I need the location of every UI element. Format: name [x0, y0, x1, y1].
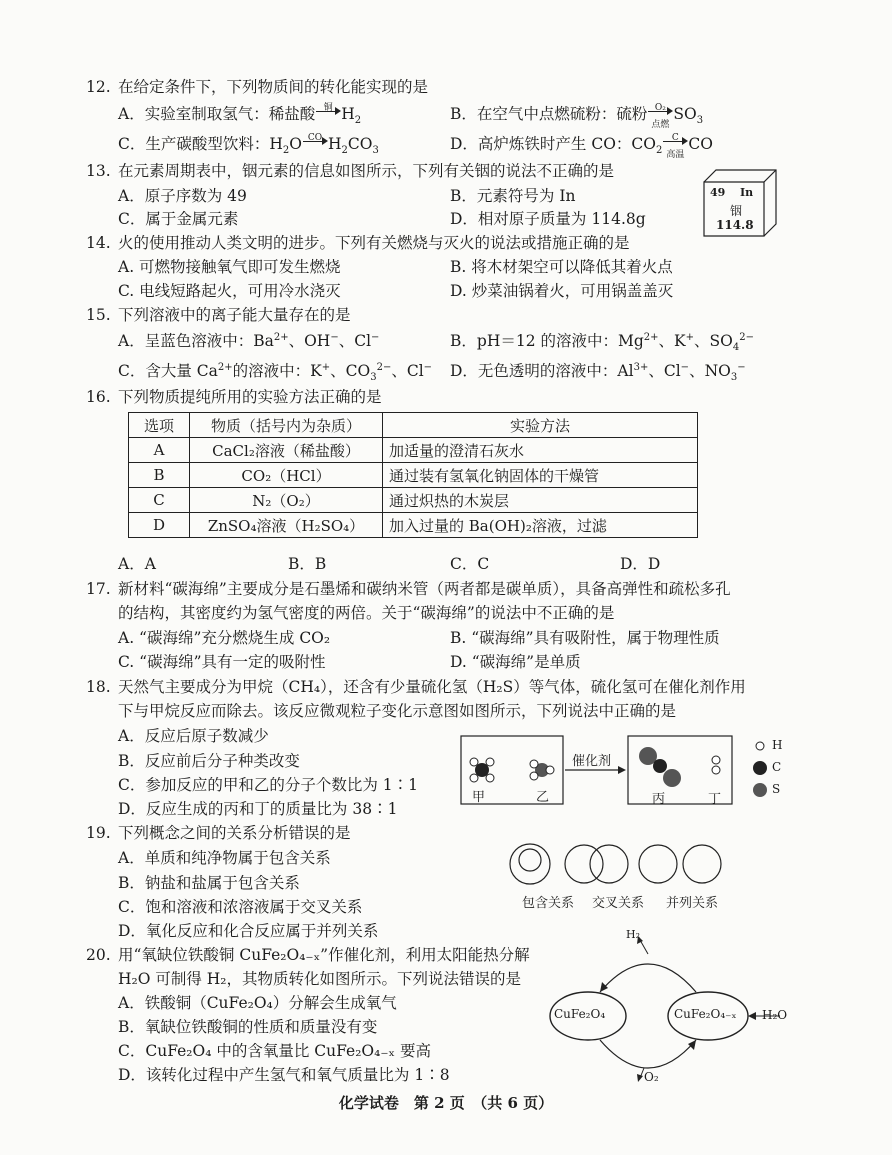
element-mass: 114.8	[716, 218, 754, 232]
question-13-option-d: D．相对原子质量为 114.8g	[450, 210, 646, 228]
element-symbol: In	[740, 186, 754, 199]
table-cell: B	[129, 463, 190, 488]
question-15-option-d: D．无色透明的溶液中：$Al^{3+}$、Cl−、$NO_3^-$	[450, 361, 746, 384]
question-16-option-d: D．D	[620, 555, 661, 573]
question-13-option-a: A．原子序数为 49	[118, 187, 247, 205]
table-cell: 通过装有氢氧化钠固体的干燥管	[383, 463, 698, 488]
table-cell: ZnSO₄溶液（H₂SO₄）	[190, 513, 383, 538]
question-18-stem: 18. 天然气主要成分为甲烷（CH₄），还含有少量硫化氢（H₂S）等气体，硫化氢可在催化剂作用	[86, 678, 746, 696]
question-14-option-a: A. 可燃物接触氧气即可发生燃烧	[118, 258, 341, 276]
question-14-stem: 14. 火的使用推动人类文明的进步。下列有关燃烧与灭火的说法或措施正确的是	[86, 234, 630, 252]
table-cell: 加入过量的 Ba(OH)₂溶液，过滤	[383, 513, 698, 538]
question-16-option-c: C．C	[450, 555, 490, 573]
table-header: 物质（括号内为杂质）	[190, 413, 383, 438]
question-18-option-c: C．参加反应的甲和乙的分子个数比为 1∶1	[118, 776, 419, 794]
question-18-option-b: B．反应前后分子种类改变	[118, 752, 300, 770]
label-h2o: H₂O	[762, 1008, 788, 1022]
table-header-row	[129, 413, 698, 438]
question-18-option-a: A．反应后原子数减少	[118, 727, 269, 745]
table-row	[129, 438, 698, 463]
question-12-option-c: C．生产碳酸型饮料：$H_2O$ CO $H_2CO_3$	[118, 133, 379, 157]
table-cell: 加适量的澄清石灰水	[383, 438, 698, 463]
label-include: 包含关系	[522, 896, 575, 911]
question-18-stem-cont: 下与甲烷反应而除去。该反应微观粒子变化示意图如图所示，下列说法中正确的是	[118, 702, 677, 720]
molecule-label-ding: 丁	[708, 792, 722, 807]
question-16-option-b: B．B	[288, 555, 327, 573]
legend-h: H	[772, 738, 783, 752]
reaction-diagram-shapes	[460, 734, 790, 808]
concept-relation-diagram	[506, 840, 736, 914]
reaction-arrow: CO	[302, 133, 328, 151]
question-15-option-a: A．呈蓝色溶液中：$Ba^{2+}$、OH−、Cl−	[118, 331, 380, 350]
question-20-option-a: A．铁酸铜（CuFe₂O₄）分解会生成氧气	[118, 994, 397, 1012]
molecule-label-bing: 丙	[652, 792, 666, 807]
question-17-option-a: A. “碳海绵”充分燃烧生成 CO₂	[118, 629, 331, 647]
table-row	[129, 513, 698, 538]
question-16-table	[128, 412, 698, 538]
question-14-option-d: D. 炒菜油锅着火，可用锅盖盖灭	[450, 282, 674, 300]
question-19-option-b: B．钠盐和盐属于包含关系	[118, 874, 300, 892]
element-cell-indium	[702, 168, 778, 238]
label-cross: 交叉关系	[592, 896, 645, 911]
table-cell: CaCl₂溶液（稀盐酸）	[190, 438, 383, 463]
label-parallel: 并列关系	[666, 896, 719, 911]
question-15-stem: 15. 下列溶液中的离子能大量存在的是	[86, 306, 351, 324]
question-19-stem: 19. 下列概念之间的关系分析错误的是	[86, 824, 351, 842]
question-15-option-b: B．pH＝12 的溶液中：$Mg^{2+}$、K+、$SO_4^{2-}$	[450, 331, 754, 354]
question-17-option-b: B. “碳海绵”具有吸附性，属于物理性质	[450, 629, 720, 647]
question-16-option-a: A．A	[118, 555, 156, 573]
question-12-option-d: D．高炉炼铁时产生 CO：$CO_2$ C 高温 CO	[450, 133, 713, 160]
table-cell: N₂（O₂）	[190, 488, 383, 513]
question-17-option-c: C. “碳海绵”具有一定的吸附性	[118, 653, 326, 671]
legend-s: S	[772, 782, 781, 796]
reaction-diagram	[460, 734, 790, 808]
question-17-stem: 17. 新材料“碳海绵”主要成分是石墨烯和碳纳米管（两者都是碳单质），具备高弹性和疏松多孔	[86, 580, 731, 598]
concept-circles	[506, 840, 736, 890]
cycle-diagram	[548, 926, 792, 1086]
question-18-option-d: D．反应生成的丙和丁的质量比为 38∶1	[118, 800, 398, 818]
question-20-option-b: B．氧缺位铁酸铜的性质和质量没有变	[118, 1018, 378, 1036]
page-footer: 化学试卷 第 2 页 （共 6 页）	[338, 1094, 554, 1112]
question-13-stem: 13. 在元素周期表中，铟元素的信息如图所示，下列有关铟的说法不正确的是	[86, 162, 615, 180]
reaction-arrow: 铜	[315, 103, 341, 121]
table-row	[129, 488, 698, 513]
legend-c: C	[772, 760, 782, 774]
label-h2: H₂	[626, 928, 641, 941]
question-14-option-b: B. 将木材架空可以降低其着火点	[450, 258, 673, 276]
question-14-option-c: C. 电线短路起火，可用冷水浇灭	[118, 282, 341, 300]
table-cell: 通过炽热的木炭层	[383, 488, 698, 513]
molecule-label-jia: 甲	[472, 790, 486, 805]
table-header: 实验方法	[383, 413, 698, 438]
question-13-option-c: C．属于金属元素	[118, 210, 239, 228]
table-cell: D	[129, 513, 190, 538]
reaction-arrow: C 高温	[662, 133, 688, 151]
table-cell: A	[129, 438, 190, 463]
question-20-stem: 20. 用“氧缺位铁酸铜 CuFe₂O₄₋ₓ”作催化剂，利用太阳能热分解	[86, 946, 530, 964]
node-cufe2o4: CuFe₂O₄	[554, 1007, 606, 1021]
table-header: 选项	[129, 413, 190, 438]
catalyst-label: 催化剂	[572, 754, 612, 769]
cycle-shapes	[548, 926, 792, 1086]
question-17-stem-cont: 的结构，其密度约为氢气密度的两倍。关于“碳海绵”的说法中不正确的是	[118, 604, 615, 622]
question-13-option-b: B．元素符号为 In	[450, 187, 576, 205]
question-12-option-a: A．实验室制取氢气：稀盐酸 铜 $H_2$	[118, 103, 362, 127]
table-row	[129, 463, 698, 488]
question-19-option-d: D．氧化反应和化合反应属于并列关系	[118, 922, 379, 940]
question-16-stem: 16. 下列物质提纯所用的实验方法正确的是	[86, 388, 382, 406]
question-17-option-d: D. “碳海绵”是单质	[450, 653, 581, 671]
table-cell: C	[129, 488, 190, 513]
question-15-option-c: C．含大量 $Ca^{2+}$的溶液中：K+、$CO_3^{2-}$、Cl−	[118, 361, 433, 384]
label-o2: O₂	[644, 1070, 659, 1084]
element-name: 铟	[730, 204, 743, 218]
question-12-option-b: B．在空气中点燃硫粉：硫粉 O₂ 点燃 $SO_3$	[450, 103, 704, 130]
question-20-stem-cont: H₂O 可制得 H₂，其物质转化如图所示。下列说法错误的是	[118, 970, 522, 988]
question-19-option-a: A．单质和纯净物属于包含关系	[118, 849, 331, 867]
molecule-label-yi: 乙	[536, 790, 550, 805]
element-atomic-number: 49	[710, 186, 726, 199]
reaction-arrow: O₂ 点燃	[647, 103, 673, 121]
table-cell: CO₂（HCl）	[190, 463, 383, 488]
question-12-stem: 12. 在给定条件下，下列物质间的转化能实现的是	[86, 78, 429, 96]
node-cufe2o4-x: CuFe₂O₄₋ₓ	[674, 1007, 737, 1021]
question-20-option-c: C．CuFe₂O₄ 中的含氧量比 CuFe₂O₄₋ₓ 要高	[118, 1042, 432, 1060]
question-20-option-d: D．该转化过程中产生氢气和氧气质量比为 1∶8	[118, 1066, 450, 1084]
question-19-option-c: C．饱和溶液和浓溶液属于交叉关系	[118, 898, 363, 916]
